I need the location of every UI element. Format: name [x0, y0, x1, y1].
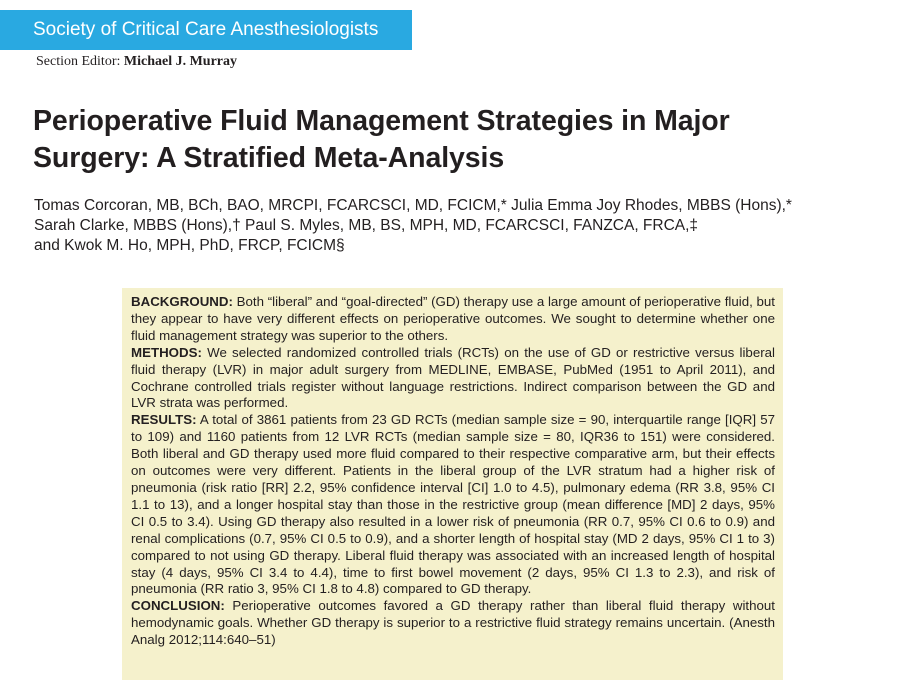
article-title: [33, 103, 730, 177]
background-text: Both “liberal” and “goal-directed” (GD) therapy use a large amount of perioperative fluid, but they appear to have very different effects on perioperative outcomes. We sought to determine whether one fluid management strategy was superior to the others.: [131, 294, 775, 343]
conclusion-label: CONCLUSION:: [131, 598, 225, 614]
abstract-conclusion: [131, 598, 775, 649]
author-line-1: Tomas Corcoran, MB, BCh, BAO, MRCPI, FCARCSCI, MD, FCICM,* Julia Emma Joy Rhodes, MBBS (Hons),*: [34, 197, 792, 214]
results-text: A total of 3861 patients from 23 GD RCTs (median sample size = 90, interquartile range [IQR] 57 to 109) and 1160 patients from 12 LVR RCTs (median sample size = 80, IQR36 to 151) were considered. Both liberal and GD therapy used more fluid compared to their respective comparative arm, but their effects on outcomes were very different. Patients in the liberal group of the LVR stratum had a higher risk of pneumonia (risk ratio [RR] 2.2, 95% confidence interval [CI] 1.0 to 4.5), pulmonary edema (RR 3.8, 95% CI 1.1 to 13), and a longer hospital stay than those in the restrictive group (mean difference [MD] 2 days, 95% CI 0.5 to 3.4). Using GD therapy also resulted in a lower risk of pneumonia (RR 0.7, 95% CI 0.6 to 0.9) and renal complications (0.7, 95% CI 0.5 to 0.9), and a shorter length of hospital stay (MD 2 days, 95% CI 1 to 3) compared to not using GD therapy. Liberal fluid therapy was associated with an increased length of hospital stay (4 days, 95% CI 3.4 to 4.4), time to first bowel movement (2 days, 95% CI 1.3 to 2.3), and risk of pneumonia (RR ratio 3, 95% CI 1.8 to 4.8) compared to GD therapy.: [131, 412, 775, 597]
methods-label: METHODS:: [131, 344, 202, 360]
title-line-1: Perioperative Fluid Management Strategies in Major: [33, 105, 730, 137]
society-name: Society of Critical Care Anesthesiologists: [33, 19, 379, 40]
section-editor: [36, 54, 237, 70]
conclusion-text: Perioperative outcomes favored a GD therapy rather than liberal fluid therapy without hemodynamic goals. Whether GD therapy is superior to a restrictive fluid strategy remains uncertain.: [131, 598, 776, 631]
abstract-background: [131, 294, 775, 345]
background-label: BACKGROUND:: [131, 294, 233, 309]
author-line-3: and Kwok M. Ho, MPH, PhD, FRCP, FCICM§: [34, 237, 345, 254]
section-editor-name: Michael J. Murray: [123, 54, 238, 69]
author-list: [34, 196, 792, 256]
abstract-results: [131, 412, 775, 598]
results-label: RESULTS:: [131, 412, 197, 428]
title-line-2: Surgery: A Stratified Meta-Analysis: [33, 142, 505, 174]
abstract-box: [122, 288, 783, 680]
citation: (Anesth Analg 2012;114:640–51): [131, 615, 775, 648]
abstract-methods: [131, 345, 775, 413]
methods-text: We selected randomized controlled trials (RCTs) on the use of GD or restrictive versus liberal fluid therapy (LVR) in major adult surgery from MEDLINE, EMBASE, PubMed (1951 to April 2011), and Cochrane controlled trials register without language restrictions. Indirect comparison between the GD and LVR strata was performed.: [131, 344, 775, 411]
society-banner: [0, 10, 412, 50]
section-editor-label: Section Editor:: [36, 54, 121, 69]
author-line-2: Sarah Clarke, MBBS (Hons),† Paul S. Myles, MB, BS, MPH, MD, FCARCSCI, FANZCA, FRCA,‡: [34, 217, 699, 234]
